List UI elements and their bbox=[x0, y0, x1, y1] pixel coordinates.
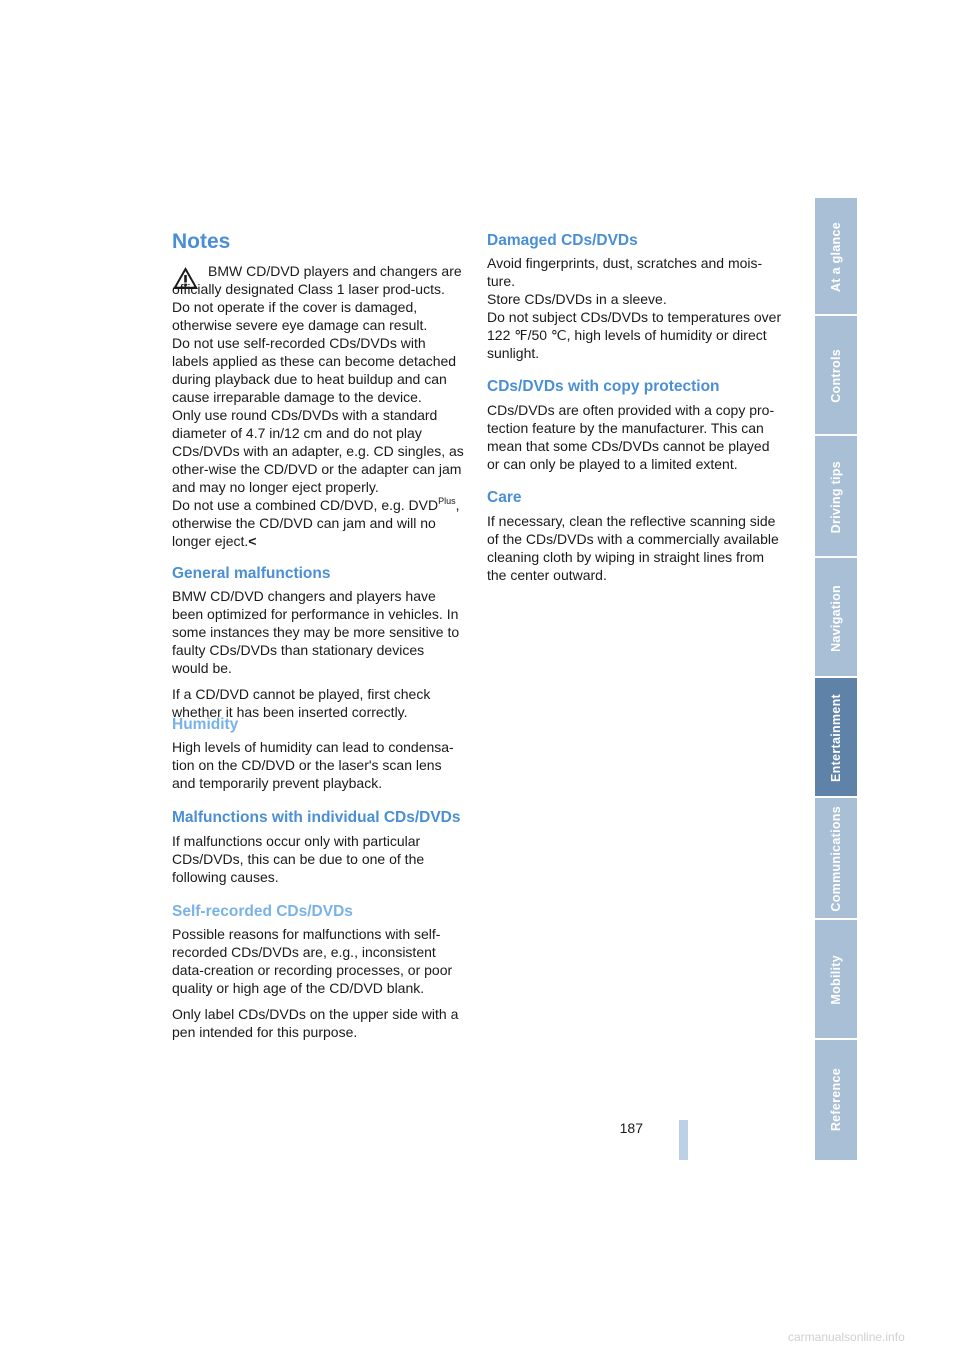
damaged-paragraph-1: Avoid fingerprints, dust, scratches and mois-ture. bbox=[487, 255, 763, 289]
general-malfunctions-heading: General malfunctions bbox=[172, 565, 331, 582]
tab-driving-tips[interactable] bbox=[815, 436, 857, 558]
warning-paragraph-2: Do not use self-recorded CDs/DVDs with labels applied as these can become detached during playback due to heat buildup and can cause irreparable damage to the device. bbox=[172, 335, 457, 405]
tab-mobility[interactable] bbox=[815, 920, 857, 1040]
page-number: 187 bbox=[619, 1120, 643, 1136]
self-recorded-paragraph-2: Only label CDs/DVDs on the upper side with a pen intended for this purpose. bbox=[172, 1006, 459, 1040]
warning-paragraph-4 bbox=[172, 496, 464, 550]
warning-p4-tail: , otherwise the CD/DVD can jam and will no longer eject. bbox=[172, 497, 460, 549]
tab-label: Reference bbox=[829, 1068, 843, 1132]
tab-label: Communications bbox=[829, 806, 843, 912]
care-heading: Care bbox=[487, 489, 522, 506]
warning-p4-text: Do not use a combined CD/DVD, e.g. DVD bbox=[172, 497, 439, 513]
care-body bbox=[487, 512, 783, 584]
damaged-body bbox=[487, 254, 783, 362]
copy-protection-heading: CDs/DVDs with copy protection bbox=[487, 378, 720, 395]
copy-protection-paragraph: CDs/DVDs are often provided with a copy pro-tection feature by the manufacturer. This can mean that some CDs/DVDs cannot be played or can only be played to a limited extent. bbox=[487, 402, 775, 472]
tab-label: Navigation bbox=[829, 584, 843, 652]
tab-label: At a glance bbox=[829, 222, 843, 292]
copy-protection-body bbox=[487, 401, 783, 473]
chapter-tabs bbox=[815, 198, 857, 1160]
humidity-body bbox=[172, 738, 464, 792]
tab-controls[interactable] bbox=[815, 316, 857, 436]
tab-label: Driving tips bbox=[829, 460, 843, 534]
care-paragraph: If necessary, clean the reflective scanning side of the CDs/DVDs with a commercially available cleaning cloth by wiping in straight lines from the center outward. bbox=[487, 513, 779, 583]
tab-entertainment[interactable] bbox=[815, 678, 857, 798]
tab-label: Entertainment bbox=[829, 694, 843, 782]
watermark: carmanualsonline.info bbox=[788, 1330, 905, 1344]
individual-malfunctions-heading: Malfunctions with individual CDs/DVDs bbox=[172, 809, 461, 826]
self-recorded-paragraph-1: Possible reasons for malfunctions with self-recorded CDs/DVDs are, e.g., inconsistent data-creation or recording processes, or poor quality or high age of the CD/DVD blank. bbox=[172, 926, 453, 996]
end-of-warning-mark: < bbox=[248, 533, 257, 549]
damaged-heading: Damaged CDs/DVDs bbox=[487, 232, 638, 249]
warning-paragraph-3: Only use round CDs/DVDs with a standard diameter of 4.7 in/12 cm and do not play CDs/DVDs with an adapter, e.g. CD singles, as other-wise the CD/DVD or the adapter can jam and may no longer eject properly. bbox=[172, 407, 464, 495]
dvd-plus-superscript: Plus bbox=[438, 496, 456, 506]
tab-label: Mobility bbox=[829, 955, 843, 1005]
general-paragraph-1: BMW CD/DVD changers and players have been optimized for performance in vehicles. In some instances they may be more sensitive to faulty CDs/DVDs than stationary devices would be. bbox=[172, 588, 460, 676]
tab-reference[interactable] bbox=[815, 1040, 857, 1160]
tab-navigation[interactable] bbox=[815, 558, 857, 678]
damaged-paragraph-3: Do not subject CDs/DVDs to temperatures over 122 ℉/50 ℃, high levels of humidity or direct sunlight. bbox=[487, 309, 782, 361]
damaged-paragraph-2: Store CDs/DVDs in a sleeve. bbox=[487, 291, 667, 307]
tab-communications[interactable] bbox=[815, 798, 857, 920]
warning-block bbox=[172, 262, 464, 550]
individual-malfunctions-body bbox=[172, 832, 464, 886]
self-recorded-body bbox=[172, 925, 464, 1041]
self-recorded-heading: Self-recorded CDs/DVDs bbox=[172, 903, 353, 920]
tab-at-a-glance[interactable] bbox=[815, 198, 857, 316]
general-malfunctions-body bbox=[172, 587, 464, 721]
humidity-heading: Humidity bbox=[172, 716, 239, 733]
general-paragraph-2: If a CD/DVD cannot be played, first check whether it has been inserted correctly. bbox=[172, 686, 431, 720]
individual-paragraph: If malfunctions occur only with particular CDs/DVDs, this can be due to one of the following causes. bbox=[172, 833, 425, 885]
section-title: Notes bbox=[172, 230, 231, 253]
page-marker-bar bbox=[679, 1120, 688, 1160]
humidity-paragraph: High levels of humidity can lead to condensa-tion on the CD/DVD or the laser's scan lens and temporarily prevent playback. bbox=[172, 739, 454, 791]
tab-label: Controls bbox=[829, 349, 843, 403]
warning-paragraph-1: BMW CD/DVD players and changers are officially designated Class 1 laser prod-ucts. Do not operate if the cover is damaged, otherwise severe eye damage can result. bbox=[172, 263, 462, 333]
